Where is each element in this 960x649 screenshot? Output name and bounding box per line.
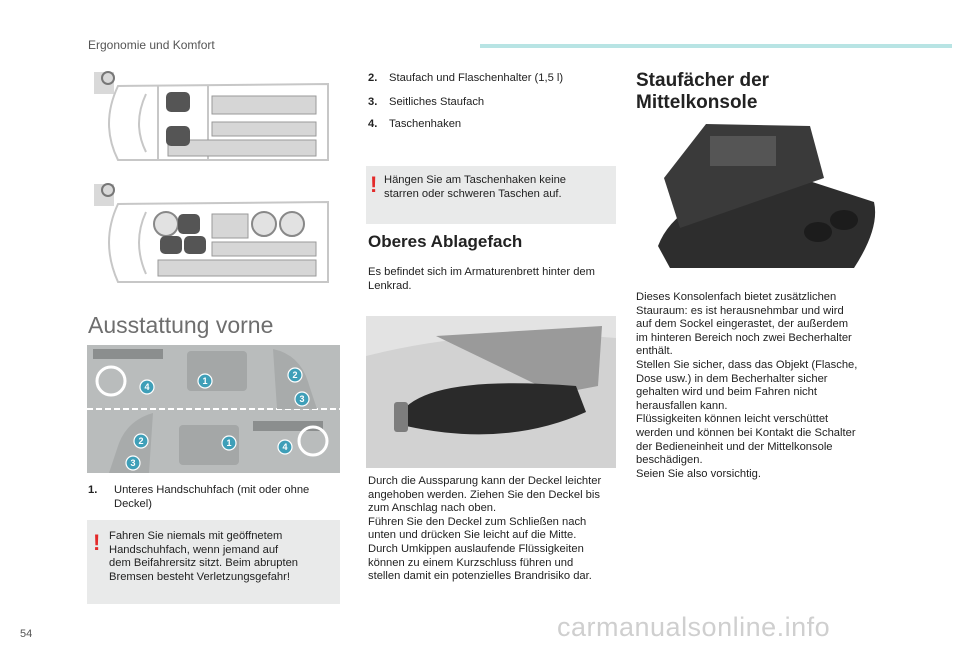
warning-icon: ! xyxy=(93,530,101,555)
paragraph-oberes-body: Durch die Aussparung kann der Deckel leichter angehoben werden. Ziehen Sie den Deckel bis zum Anschlag nach oben. Führen Sie den Deckel zum Schließen nach unten und drücken Sie leicht auf die Mitte. Durch Umkippen auslaufende Flüssigkeiten können zu einem Kurzschluss führen und stellen damit ein potenzielles Brandrisiko dar. xyxy=(368,475,602,583)
svg-text:2: 2 xyxy=(292,370,298,380)
callout-1b xyxy=(222,436,236,450)
heading-mittelkonsole: Staufächer der Mittelkonsole xyxy=(636,70,770,113)
svg-text:1: 1 xyxy=(202,376,208,386)
svg-text:1: 1 xyxy=(226,438,232,448)
item-1-number: 1. xyxy=(88,484,98,496)
vehicle-top-view-figure xyxy=(88,64,338,304)
heading-oberes-ablagefach: Oberes Ablagefach xyxy=(368,232,523,251)
page-header-title: Ergonomie und Komfort xyxy=(88,38,215,52)
item-3-text: Seitliches Staufach xyxy=(389,96,485,108)
paragraph-mittelkonsole-body: Dieses Konsolenfach bietet zusätzlichen Stauraum: es ist herausnehmbar und wird auf dem Sockel eingerastet, der außerdem im hinteren Bereich noch zwei Becherhalter enthält. Stellen Sie sicher, dass das Objekt (Flasche, Dose usw.) in dem Becherhalter sicher gehalten wird und beim Fahren nicht herausfallen kann. Flüssigkeiten können leicht verschüttet werden und können bei Kontakt die Schalter der Bedieneinheit und der Mittelkonsole beschädigen. Seien Sie also vorsichtig. xyxy=(636,291,858,480)
item-3-number: 3. xyxy=(368,96,378,108)
warning-text-glovebox: Fahren Sie niemals mit geöffnetem Handschuhfach, wenn jemand auf dem Beifahrersitz sitzt. Beim abrupten Bremsen besteht Verletzungsgefahr! xyxy=(109,530,299,583)
center-console-figure xyxy=(640,118,880,286)
warning-icon-2: ! xyxy=(370,172,378,197)
item-2-number: 2. xyxy=(368,72,378,84)
svg-text:3: 3 xyxy=(299,394,305,404)
callout-3b xyxy=(126,456,140,470)
item-2-text: Staufach und Flaschenhalter (1,5 l) xyxy=(389,72,564,84)
front-equipment-figure xyxy=(87,345,340,473)
callout-4b xyxy=(278,440,292,454)
warning-box-bag-hook xyxy=(366,166,616,224)
paragraph-oberes-intro: Es befindet sich im Armaturenbrett hinter dem Lenkrad. xyxy=(368,266,595,292)
svg-text:3: 3 xyxy=(130,458,136,468)
svg-text:4: 4 xyxy=(144,382,150,392)
callout-2 xyxy=(288,368,302,382)
callout-4 xyxy=(140,380,154,394)
steering-wheel-icon-2 xyxy=(94,184,114,206)
callout-3 xyxy=(295,392,309,406)
page-number: 54 xyxy=(20,628,33,640)
item-1 xyxy=(88,484,338,525)
callout-1 xyxy=(198,374,212,388)
item-1-text: Unteres Handschuhfach (mit oder ohne Deckel) xyxy=(114,484,310,510)
upper-storage-figure xyxy=(366,316,616,468)
steering-wheel-icon xyxy=(94,72,114,94)
item-4-text: Taschenhaken xyxy=(389,118,462,130)
header-rule xyxy=(480,44,952,48)
watermark: carmanualsonline.info xyxy=(557,612,831,642)
item-4 xyxy=(368,118,618,159)
section-title-ausstattung: Ausstattung vorne xyxy=(88,312,274,338)
item-4-number: 4. xyxy=(368,118,378,130)
callout-2b xyxy=(134,434,148,448)
warning-box-glovebox xyxy=(87,520,340,604)
svg-text:4: 4 xyxy=(282,442,288,452)
warning-text-bag-hook: Hängen Sie am Taschenhaken keine starren oder schweren Taschen auf. xyxy=(384,174,567,200)
svg-text:2: 2 xyxy=(138,436,144,446)
